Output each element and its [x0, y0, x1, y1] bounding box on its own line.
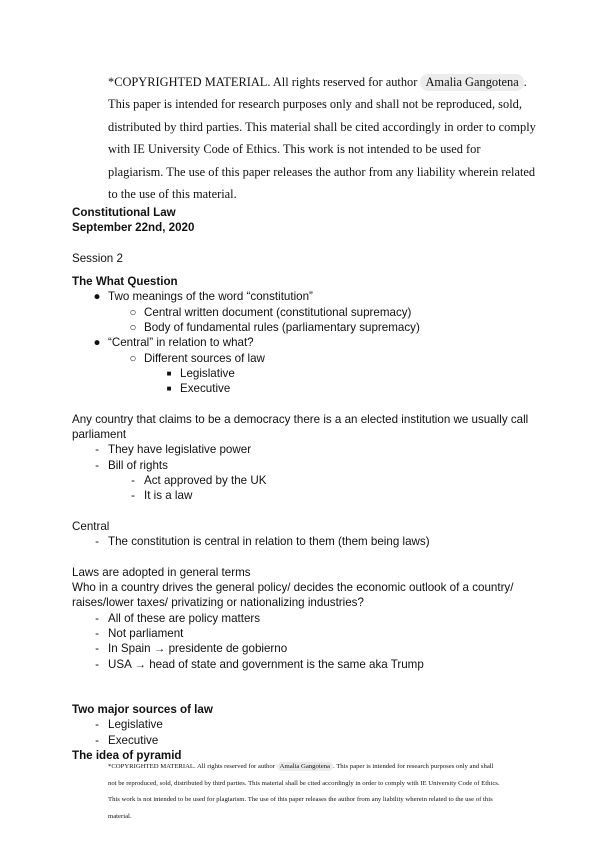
list-item: [72, 657, 572, 672]
list-item-text: Two meanings of the word “constitution”: [108, 290, 313, 304]
dash-marker: -: [95, 535, 99, 549]
dash-marker: -: [95, 733, 99, 747]
copyright-line-6: to the use of this material.: [108, 187, 237, 202]
copyright-line-3: distributed by third parties. This material shall be cited accordingly in order to comply: [108, 119, 536, 134]
list-item: [72, 473, 572, 488]
paragraph-line: raises/lower taxes/ privatizing or nationalizing industries?: [72, 596, 364, 610]
list-item: [72, 381, 572, 396]
list-item: [72, 733, 572, 748]
dash-marker: -: [95, 458, 99, 472]
list-item: [72, 611, 572, 626]
copyright-line-4: material.: [108, 812, 132, 820]
copyright-line-2: This paper is intended for research purposes only and shall not be reproduced, sold,: [108, 97, 522, 112]
list-item: [72, 320, 572, 335]
dash-marker: -: [95, 627, 99, 641]
list-item: [72, 488, 572, 503]
copyright-line-2: not be reproduced, sold, distributed by third parties. This material shall be cited accordingly in order to comply with IE University Code of Ethics.: [108, 779, 500, 787]
list-item-text: They have legislative power: [108, 443, 252, 457]
list-item-text: “Central” in relation to what?: [108, 336, 254, 350]
copyright-text: *COPYRIGHTED MATERIAL. All rights reserved for author: [108, 75, 421, 89]
lecture-date: September 22nd, 2020: [72, 221, 195, 235]
list-item-text: Act approved by the UK: [144, 474, 267, 488]
paragraph-line: Laws are adopted in general terms: [72, 565, 251, 579]
section-heading-pyramid: The idea of pyramid: [72, 748, 182, 762]
dash-marker: -: [131, 474, 135, 488]
list-item-text: Legislative: [180, 366, 235, 380]
list-item-text: All of these are policy matters: [108, 611, 261, 625]
dash-marker: -: [131, 489, 135, 503]
dash-marker: -: [95, 642, 99, 656]
copyright-line-1: [108, 71, 558, 93]
dash-marker: -: [95, 718, 99, 732]
list-item-text: In Spain → presidente de gobierno: [108, 642, 288, 656]
paragraph-line: Any country that claims to be a democracy there is a an elected institution we usually call: [72, 412, 529, 426]
dash-marker: -: [95, 611, 99, 625]
list-item: [72, 534, 572, 549]
list-item: [72, 305, 572, 320]
section-heading-what-question: The What Question: [72, 275, 178, 289]
circle-marker: ○: [129, 351, 137, 365]
dash-marker: -: [95, 443, 99, 457]
course-title: Constitutional Law: [72, 206, 176, 219]
paragraph-line: Who in a country drives the general policy/ decides the economic outlook of a country/: [72, 581, 514, 595]
copyright-text: .: [523, 75, 527, 89]
list-item: [72, 366, 572, 381]
list-item: [72, 442, 572, 457]
document-body: [72, 205, 572, 763]
copyright-text: . This paper is intended for research purposes only and shall: [332, 763, 494, 770]
list-item-text: Legislative: [108, 718, 163, 732]
copyright-line-1: [108, 759, 528, 776]
list-item-text: Central written document (constitutional supremacy): [144, 305, 412, 319]
list-item: [72, 626, 572, 641]
circle-marker: ○: [129, 305, 137, 319]
list-item-text: Body of fundamental rules (parliamentary supremacy): [144, 321, 420, 335]
dash-marker: -: [95, 657, 99, 671]
list-item: [72, 289, 572, 304]
copyright-notice-bottom: [108, 759, 528, 825]
list-item-text: USA → head of state and government is the same aka Trump: [108, 657, 424, 671]
copyright-line-5: plagiarism. The use of this paper releases the author from any liability wherein related: [108, 164, 536, 179]
list-item-text: Different sources of law: [144, 351, 265, 365]
list-item: [72, 351, 572, 366]
author-chip[interactable]: Amalia Gangotena: [420, 74, 523, 91]
list-item-text: Not parliament: [108, 627, 184, 641]
square-marker: ■: [166, 368, 172, 378]
list-item: [72, 458, 572, 473]
list-item-text: Executive: [108, 733, 159, 747]
section-heading-sources: Two major sources of law: [72, 702, 213, 716]
copyright-notice-top: [108, 71, 558, 205]
section-heading-central: Central: [72, 519, 110, 533]
copyright-line-3: This work is not intended to be used for plagiarism. The use of this paper releases the author from any liability wherein related to the use of this: [108, 796, 493, 804]
copyright-line-4: with IE University Code of Ethics. This work is not intended to be used for: [108, 142, 481, 157]
list-item-text: It is a law: [144, 489, 193, 503]
bullet-marker: ●: [93, 290, 101, 304]
list-item-text: Executive: [180, 382, 231, 396]
circle-marker: ○: [129, 321, 137, 335]
author-chip[interactable]: Amalia Gangotena: [277, 762, 333, 771]
copyright-text: *COPYRIGHTED MATERIAL. All rights reserved for author: [108, 763, 277, 770]
session-label: Session 2: [72, 251, 123, 265]
bullet-marker: ●: [93, 336, 101, 350]
paragraph-line: parliament: [72, 428, 127, 442]
list-item: [72, 717, 572, 732]
list-item-text: The constitution is central in relation to them (them being laws): [108, 535, 430, 549]
list-item-text: Bill of rights: [108, 458, 168, 472]
list-item: [72, 335, 572, 350]
list-item: [72, 641, 572, 656]
square-marker: ■: [166, 384, 172, 394]
